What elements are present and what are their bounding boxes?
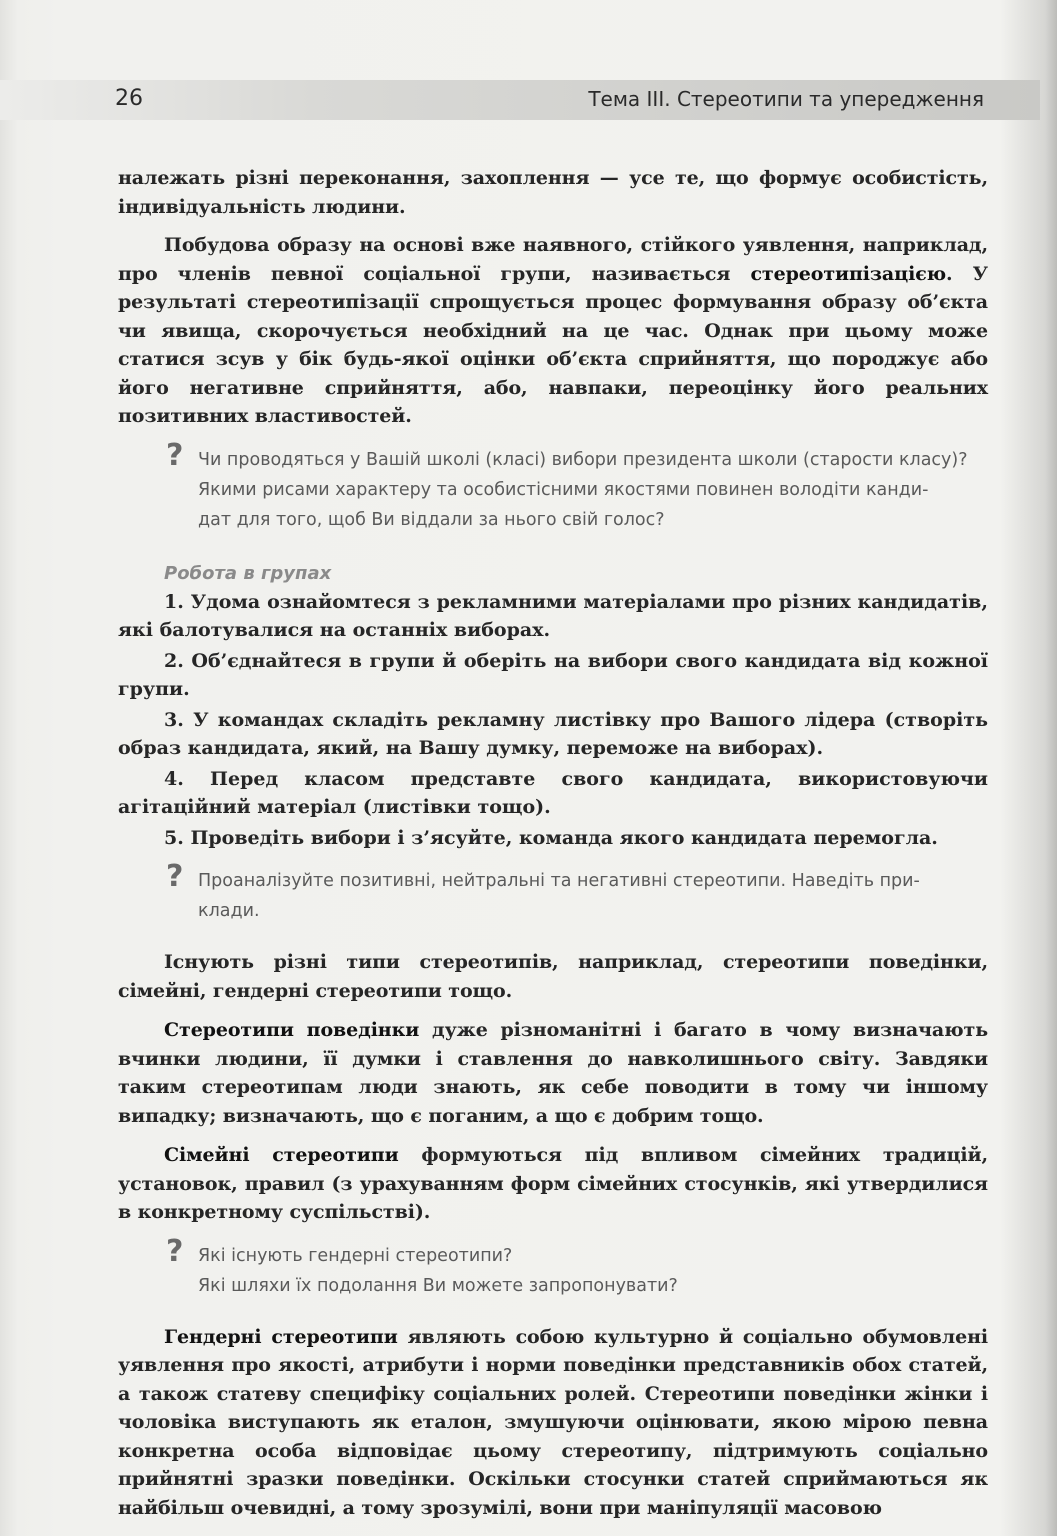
term-gender-stereotypes: Гендерні стереотипи (164, 1325, 398, 1348)
question-line: дат для того, щоб Ви віддали за нього свій голос? (198, 509, 665, 530)
paragraph-stereotype-types: Існують різні типи стереотипів, наприклад, стереотипи поведінки, сімейні, гендерні стереотипи тощо. (118, 951, 988, 1002)
question-line: Чи проводяться у Вашій школі (класі) вибори президента школи (старости класу)? (198, 449, 968, 470)
paragraph-text: . У результаті стереотипізації спрощується процес формування образу об’єкта чи явища, скорочується необхідний на це час. Однак при цьому може статися зсув у бік будь-якої оцінки об’єкта сприйняття, що породжує або його негативне сприйняття, або, навпаки, переоцінку його реальних позитивних властивостей. (118, 262, 988, 427)
paragraph-text: дуже різноманітні і багато в чому визначають вчинки людини, її думки і ставлення до навколишнього світу. Завдяки таким стереотипам люди знають, як себе поводити в тому чи іншому випадку; визначають, що є поганим, а що є добрим тощо. (118, 1019, 988, 1127)
paragraph-behavior-stereotypes (118, 1016, 988, 1130)
task-item: 1. Удома ознайомтеся з рекламними матеріалами про різних кандидатів, які балотувалися на останніх виборах. (118, 590, 988, 641)
task-item: 3. У командах складіть рекламну листівку про Вашого лідера (створіть образ кандидата, який, на Вашу думку, переможе на виборах). (118, 708, 988, 759)
question-line: Проаналізуйте позитивні, нейтральні та негативні стереотипи. Наведіть при- (198, 871, 920, 891)
question-block-gender (118, 1233, 988, 1301)
group-work-task-list (118, 588, 988, 853)
paragraph-text: Побудова образу на основі вже наявного, стійкого уявлення, наприклад, про членів певної соціальної групи, називається (118, 234, 988, 285)
question-mark-icon: ? (166, 437, 184, 473)
question-line: Які шляхи їх подолання Ви можете запропонувати? (198, 1275, 678, 1296)
question-mark-icon: ? (166, 859, 184, 894)
page-number: 26 (115, 86, 143, 111)
term-family-stereotypes: Сімейні стереотипи (164, 1144, 399, 1166)
question-line: Які існують гендерні стереотипи? (198, 1245, 513, 1266)
paragraph-text: формуються під впливом сімейних традицій, установок, правил (з урахуванням форм сімейних стосунків, які утвердилися в конкретному суспільстві). (118, 1144, 989, 1223)
question-line: Якими рисами характеру та особистісними якостями повинен володіти канди- (198, 479, 929, 500)
question-mark-icon: ? (166, 1233, 184, 1269)
paragraph-family-stereotypes (118, 1141, 988, 1227)
question-line: клади. (198, 901, 260, 921)
group-work-heading: Робота в групах (164, 562, 332, 584)
task-item: 5. Проведіть вибори і з’ясуйте, команда якого кандидата перемогла. (164, 826, 938, 849)
paragraph-stereotyping (118, 231, 988, 431)
term-stereotyping: стереотипізацією (750, 262, 947, 285)
question-block-elections (118, 437, 988, 535)
paragraph-gender-stereotypes (118, 1323, 988, 1523)
task-item: 2. Об’єднайтеся в групи й оберіть на вибори свого кандидата від кожної групи. (118, 649, 988, 700)
term-behavior-stereotypes: Стереотипи поведінки (164, 1019, 420, 1041)
task-item: 4. Перед класом представте свого кандидата, використовуючи агітаційний матеріал (листівки тощо). (118, 767, 988, 818)
page-content (118, 164, 988, 1533)
paragraph-text: являють собою культурно й соціально обумовлені уявлення про якості, атрибути і норми поведінки представників обох статей, а також статеву специфіку соціальних ролей. Стереотипи поведінки жінки і чоловіка виступають як еталон, змушуючи оцінювати, якою мірою певна конкретна особа відповідає цьому стереотипу, підтримують соціально прийнятні зразки поведінки. Оскільки стосунки статей сприймаються як найбільш очевидні, а тому зрозумілі, вони при маніпуляції масовою (118, 1325, 988, 1519)
question-block-stereotypes (118, 859, 988, 926)
chapter-title: Тема ІІІ. Стереотипи та упередження (588, 87, 984, 111)
paragraph-continuation: належать різні переконання, захоплення — усе те, що формує особистість, індивідуальність людини. (118, 167, 988, 218)
